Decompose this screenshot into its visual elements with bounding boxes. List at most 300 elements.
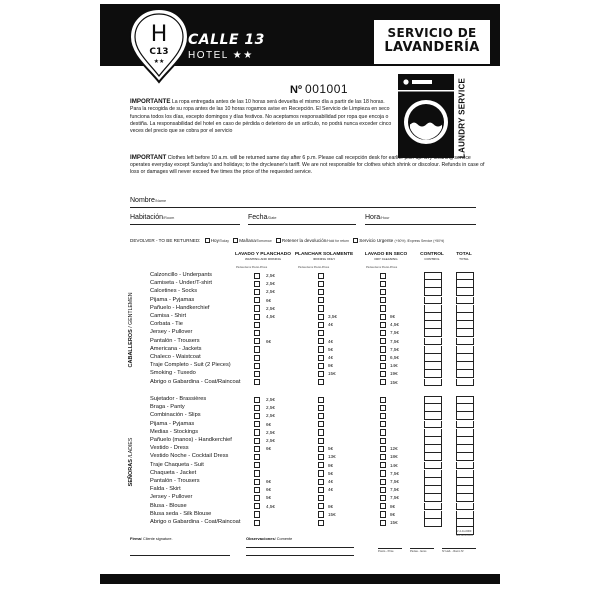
observations-label: Observaciones/ Comente [246,536,293,541]
total-cell[interactable] [456,404,474,412]
control-cell[interactable] [424,404,442,412]
item-name: Combinación - Slips [150,412,201,419]
lavado-pieces-box[interactable] [254,330,260,336]
table-row [100,404,500,412]
table-row [100,511,500,519]
seco-pieces-box[interactable] [380,338,386,344]
planchar-price: 4€ [328,322,334,328]
table-row [100,445,500,453]
lavado-pieces-box[interactable] [254,495,260,501]
seco-price: 7,5€ [390,346,399,352]
planchar-pieces-box[interactable] [318,470,324,476]
lavado-price: 6€ [266,487,272,493]
table-row [100,486,500,494]
total-cell[interactable] [456,437,474,445]
col-sub-washing: Piezas-Items Precio-Prices [236,266,268,269]
planchar-pieces-box[interactable] [318,397,324,403]
total-cell[interactable] [456,354,474,362]
planchar-pieces-box[interactable] [318,454,324,460]
lavado-pieces-box[interactable] [254,503,260,509]
lavado-price: 5€ [266,495,272,501]
lavado-price: 6€ [266,338,272,344]
control-cell[interactable] [424,305,442,313]
planchar-price: 5€ [328,346,334,352]
planchar-pieces-box[interactable] [318,289,324,295]
item-name: Camiseta - Under/T-shirt [150,280,212,287]
item-name: Pijama - Pyjamas [150,420,195,427]
col-header-ironing: PLANCHAR SOLAMENTE IRONING ONLY [294,252,354,261]
item-name: Medias - Stockings [150,428,199,435]
seco-pieces-box[interactable] [380,289,386,295]
control-cell[interactable] [424,494,442,502]
item-name: Traje Chaqueta - Suit [150,461,204,468]
control-cell[interactable] [424,379,442,387]
section-label-ladies: SEÑORAS /LADIES [128,437,134,487]
total-cell[interactable] [456,412,474,420]
total-cell[interactable] [456,272,474,280]
table-row [100,412,500,420]
table-row [100,305,500,313]
lavado-price: 2,5€ [266,305,275,311]
lavado-pieces-box[interactable] [254,379,260,385]
total-cell[interactable] [456,370,474,378]
service-title-1: SERVICIO DE [387,26,477,40]
section-label-gentlemen: CABALLEROS / GENTLEMEN [128,292,134,368]
control-cell[interactable] [424,338,442,346]
total-cell[interactable] [456,396,474,404]
lavado-pieces-box[interactable] [254,355,260,361]
control-cell[interactable] [424,329,442,337]
lavado-price: 6€ [266,297,272,303]
table-row [100,421,500,429]
planchar-price: 8€ [328,462,334,468]
room-field[interactable]: Habitación/Room [130,214,240,225]
planchar-pieces-box[interactable] [318,273,324,279]
return-options: DEVOLVER - TO BE RETURNED: Hoy/Today Mañana/Tomorrow Retener la devolución/Hold for return Servicio Urgente (+50%) /Express Service (+50%) [130,238,445,243]
item-name: Falda - Skirt [150,486,181,493]
table-row [100,494,500,502]
planchar-pieces-box[interactable] [318,487,324,493]
form-number-value: 001001 [305,82,349,96]
seco-pieces-box[interactable] [380,454,386,460]
lavado-price: 6€ [266,446,272,452]
lavado-price: 2,5€ [266,429,275,435]
item-name: Sujetador - Brassières [150,396,207,402]
control-cell[interactable] [424,478,442,486]
lavado-pieces-box[interactable] [254,446,260,452]
total-cell[interactable] [456,346,474,354]
lavado-pieces-box[interactable] [254,479,260,485]
seco-pieces-box[interactable] [380,520,386,526]
col-header-total: TOTAL TOTAL [456,252,472,261]
planchar-price: 5€ [328,446,334,452]
lavado-price: 2,5€ [266,397,275,402]
total-cell[interactable] [456,362,474,370]
lavado-pieces-box[interactable] [254,438,260,444]
seco-price: 14€ [390,462,398,468]
total-cell[interactable] [456,478,474,486]
item-name: Traje Completo - Suit (2 Pieces) [150,362,231,369]
seco-pieces-box[interactable] [380,305,386,311]
planchar-pieces-box[interactable] [318,363,324,369]
items-table [100,2,500,597]
room-line[interactable] [442,548,476,549]
control-cell[interactable] [424,313,442,321]
table-row [100,429,500,437]
planchar-pieces-box[interactable] [318,495,324,501]
notice-en-text: Clothes left before 10 a.m. will be returned same day after 6 p.m. Please call recepción desk for earlier pick-up. Dry cleaning service operates everyday except Sunday's and holidays; to the drycleaner's tariff. We are not responsible for clothes which shrink or discolour. Refunds in case of loss or damages will never exceed five times the price of the requested service. [130,155,485,176]
lavado-pieces-box[interactable] [254,297,260,303]
table-row [100,288,500,296]
table-row [100,272,500,280]
planchar-pieces-box[interactable] [318,330,324,336]
planchar-pieces-box[interactable] [318,405,324,411]
seco-price: 15€ [390,520,398,525]
seco-pieces-box[interactable] [380,487,386,493]
planchar-pieces-box[interactable] [318,338,324,344]
seco-pieces-box[interactable] [380,413,386,419]
item-name: Abrigo o Gabardina - Coat/Raincoat [150,378,241,385]
planchar-pieces-box[interactable] [318,520,324,526]
control-cell[interactable] [424,288,442,296]
planchar-price: 4€ [328,479,334,484]
lavado-price: 2,5€ [266,413,275,419]
lavado-price: 2,5€ [266,438,275,443]
item-name: Jersey - Pullover [150,494,193,501]
lavado-pieces-box[interactable] [254,520,260,526]
planchar-pieces-box[interactable] [318,346,324,352]
seco-pieces-box[interactable] [380,495,386,501]
planchar-pieces-box[interactable] [318,438,324,444]
table-row [100,379,500,387]
planchar-pieces-box[interactable] [318,421,324,427]
hotel-subtitle: HOTEL ★★ [188,50,254,61]
control-cell[interactable] [424,470,442,478]
control-cell[interactable] [424,503,442,511]
total-cell[interactable] [456,462,474,470]
seco-pieces-box[interactable] [380,371,386,377]
seco-pieces-box[interactable] [380,462,386,468]
seco-pieces-box[interactable] [380,503,386,509]
lavado-price: 4,5€ [266,314,275,319]
observations-line-1[interactable] [246,547,354,548]
lavado-pieces-box[interactable] [254,363,260,369]
total-cell[interactable] [456,429,474,437]
lavado-price: 4,5€ [266,503,275,509]
planchar-pieces-box[interactable] [318,322,324,328]
control-cell[interactable] [424,511,442,519]
seco-pieces-box[interactable] [380,511,386,517]
lavado-price: 2,5€ [266,289,275,295]
item-name: Americana - Jackets [150,345,202,352]
notice-es-lead: IMPORTANTE [130,98,171,105]
control-cell[interactable] [424,396,442,404]
laundry-form [100,2,500,597]
seco-pieces-box[interactable] [380,363,386,369]
seco-pieces-box[interactable] [380,297,386,303]
lavado-pieces-box[interactable] [254,314,260,320]
table-row [100,396,500,404]
items-label: Piezas - Items [410,550,427,553]
table-row [100,321,500,329]
total-cell[interactable] [456,313,474,321]
item-name: Blusa - Blouse [150,502,187,509]
date-field[interactable]: Fecha/Date [248,214,356,225]
table-row [100,346,500,354]
control-cell[interactable] [424,321,442,329]
seco-pieces-box[interactable] [380,446,386,452]
observations-line-2[interactable] [246,555,354,556]
table-row [100,280,500,288]
lavado-pieces-box[interactable] [254,413,260,419]
seco-pieces-box[interactable] [380,421,386,427]
footer-band [100,574,500,584]
planchar-pieces-box[interactable] [318,305,324,311]
table-row [100,362,500,370]
planchar-price: 5€ [328,470,334,476]
seco-pieces-box[interactable] [380,273,386,279]
item-name: Pantalón - Trousers [150,337,200,344]
table-row [100,478,500,486]
total-cell[interactable] [456,288,474,296]
planchar-price: 8€ [328,363,334,369]
planchar-price: 15€ [328,511,336,517]
planchar-pieces-box[interactable] [318,413,324,419]
seco-pieces-box[interactable] [380,397,386,403]
seco-pieces-box[interactable] [380,314,386,320]
notice-en-lead: IMPORTANT [130,154,167,161]
seco-pieces-box[interactable] [380,330,386,336]
price-label: Precio - Price [378,550,394,553]
planchar-price: 4€ [328,487,334,493]
seco-price: 7,5€ [390,330,399,336]
col-header-washing: LAVADO Y PLANCHADO WASHING AND IRONING [235,252,291,261]
seco-price: 15€ [390,379,398,385]
seco-price: 6,5€ [390,355,399,360]
seco-pieces-box[interactable] [380,322,386,328]
planchar-pieces-box[interactable] [318,511,324,517]
col-header-control: CONTROL CONTROL [420,252,444,261]
item-name: Camisa - Shirt [150,313,187,319]
logo-stars: ★★ [153,58,165,65]
lavado-pieces-box[interactable] [254,511,260,517]
control-cell[interactable] [424,362,442,370]
control-cell[interactable] [424,297,442,305]
planchar-pieces-box[interactable] [318,314,324,320]
table-row [100,354,500,362]
total-cell[interactable] [456,338,474,346]
lavado-pieces-box[interactable] [254,429,260,435]
seco-price: 12€ [390,446,398,452]
lavado-pieces-box[interactable] [254,454,260,460]
total-ref-2: IVA INCLUIDO [456,534,473,537]
lavado-pieces-box[interactable] [254,371,260,377]
item-name: Vestido Noche - Cocktail Dress [150,453,229,460]
planchar-pieces-box[interactable] [318,379,324,385]
total-cell[interactable] [456,470,474,478]
total-cell[interactable] [456,321,474,329]
total-ref-1: Nº A-11-0000 [456,530,472,533]
lavado-pieces-box[interactable] [254,322,260,328]
seco-pieces-box[interactable] [380,281,386,287]
seco-price: 7,5€ [390,495,399,501]
total-cell[interactable] [456,305,474,313]
lavado-pieces-box[interactable] [254,421,260,427]
control-cell[interactable] [424,346,442,354]
item-name: Pijama - Pyjamas [150,296,195,303]
seco-pieces-box[interactable] [380,346,386,352]
signature-line[interactable] [130,555,230,556]
seco-pieces-box[interactable] [380,470,386,476]
seco-price: 8€ [390,314,396,319]
planchar-price: 15€ [328,371,336,377]
room-label: Nº Hab. - Room Nº [442,550,464,553]
table-row [100,313,500,321]
lavado-pieces-box[interactable] [254,397,260,403]
control-cell[interactable] [424,437,442,445]
table-row [100,453,500,461]
planchar-pieces-box[interactable] [318,371,324,377]
control-cell[interactable] [424,519,442,527]
total-cell[interactable] [456,379,474,387]
total-cell[interactable] [456,445,474,453]
planchar-pieces-box[interactable] [318,479,324,485]
table-row [100,470,500,478]
table-row [100,338,500,346]
planchar-price: 13€ [328,454,336,460]
total-cell[interactable] [456,511,474,519]
lavado-pieces-box[interactable] [254,346,260,352]
table-row [100,519,500,527]
hour-field[interactable]: Hora/Hour [365,214,476,225]
total-cell[interactable] [456,297,474,305]
seco-pieces-box[interactable] [380,405,386,411]
item-name: Chaqueta - Jacket [150,469,197,476]
hotel-name: CALLE 13 [188,32,265,48]
control-cell[interactable] [424,429,442,437]
seco-price: 7,5€ [390,470,399,476]
control-cell[interactable] [424,354,442,362]
seco-pieces-box[interactable] [380,355,386,361]
table-row [100,370,500,378]
item-name: Calzoncillo - Underpants [150,272,212,278]
planchar-pieces-box[interactable] [318,446,324,452]
name-field[interactable]: Nombre/Name [130,197,476,208]
logo-code: C13 [149,47,169,57]
seco-pieces-box[interactable] [380,379,386,385]
table-row [100,329,500,337]
total-cell[interactable] [456,280,474,288]
planchar-pieces-box[interactable] [318,429,324,435]
item-name: Chaleco - Waistcoat [150,354,201,360]
seco-price: 4,5€ [390,322,399,328]
signature-label: Firma/ Cliente signature. [130,536,173,541]
seco-price: 8€ [390,511,396,517]
control-cell[interactable] [424,370,442,378]
total-cell[interactable] [456,519,474,527]
seco-price: 7,5€ [390,338,399,344]
lavado-pieces-box[interactable] [254,281,260,287]
service-title-2: LAVANDERÍA [384,40,480,55]
planchar-price: 4€ [328,355,334,360]
planchar-price: 8€ [328,503,334,509]
logo-letter: H [150,22,168,47]
planchar-price: 4€ [328,338,334,344]
lavado-price: 2,5€ [266,281,275,287]
control-cell[interactable] [424,421,442,429]
control-cell[interactable] [424,445,442,453]
table-row [100,297,500,305]
planchar-pieces-box[interactable] [318,281,324,287]
lavado-pieces-box[interactable] [254,305,260,311]
planchar-pieces-box[interactable] [318,462,324,468]
seco-price: 7,5€ [390,479,399,484]
laundry-service-label: LAUNDRY SERVICE [457,77,467,159]
notice-es-text: La ropa entregada antes de las 10 horas será devuelta el mismo día a partir de las 18 horas. Para la recogida de su ropa antes de las 10 horas rogamos avise en Recepción. El Servicio de Limpieza en seco funciona todos los días, excepto domingos y días festivos. No aceptamos responsabilidad por ropa que encoja o destiña. La responsabilidad del hotel en caso de pérdida o deterioro de un artículo, no podrá nunca exceder cinco veces del precio que se cobra por el servicio [130,99,392,135]
col-sub-drycleaning: Piezas-Items Precio-Prices [366,266,398,269]
lavado-pieces-box[interactable] [254,273,260,279]
control-cell[interactable] [424,272,442,280]
table-row [100,503,500,511]
control-cell[interactable] [424,462,442,470]
lavado-price: 2,5€ [266,405,275,411]
item-name: Corbata - Tie [150,321,183,328]
item-name: Vestido - Dress [150,445,189,452]
planchar-pieces-box[interactable] [318,355,324,361]
seco-price: 14€ [390,363,398,369]
lavado-pieces-box[interactable] [254,405,260,411]
col-sub-ironing: Piezas-Items Precio-Prices [298,266,330,269]
item-name: Pañuelo (manos) - Handkerchief [150,437,232,443]
lavado-pieces-box[interactable] [254,289,260,295]
item-name: Jersey - Pullover [150,329,193,336]
total-cell[interactable] [456,329,474,337]
total-cell[interactable] [456,421,474,429]
total-cell[interactable] [456,503,474,511]
seco-pieces-box[interactable] [380,438,386,444]
planchar-pieces-box[interactable] [318,503,324,509]
lavado-pieces-box[interactable] [254,470,260,476]
lavado-pieces-box[interactable] [254,462,260,468]
control-cell[interactable] [424,280,442,288]
lavado-pieces-box[interactable] [254,487,260,493]
items-line[interactable] [410,548,434,549]
lavado-price: 6€ [266,479,272,484]
table-row [100,462,500,470]
control-cell[interactable] [424,486,442,494]
control-cell[interactable] [424,412,442,420]
seco-price: 8€ [390,503,396,509]
total-cell[interactable] [456,453,474,461]
item-name: Pantalón - Trousers [150,478,200,484]
seco-price: 19€ [390,371,398,377]
seco-pieces-box[interactable] [380,479,386,485]
control-cell[interactable] [424,453,442,461]
item-name: Abrigo o Gabardina - Coat/Raincoat [150,519,241,525]
lavado-pieces-box[interactable] [254,338,260,344]
item-name: Braga - Panty [150,404,185,411]
price-line[interactable] [378,548,402,549]
total-cell[interactable] [456,494,474,502]
planchar-price: 3,5€ [328,314,337,319]
planchar-pieces-box[interactable] [318,297,324,303]
total-cell[interactable] [456,486,474,494]
table-row [100,437,500,445]
seco-pieces-box[interactable] [380,429,386,435]
item-name: Blusa seda - Silk Blouse [150,510,212,517]
lavado-price: 2,5€ [266,273,275,278]
item-name: Smoking - Tuxedo [150,370,196,377]
